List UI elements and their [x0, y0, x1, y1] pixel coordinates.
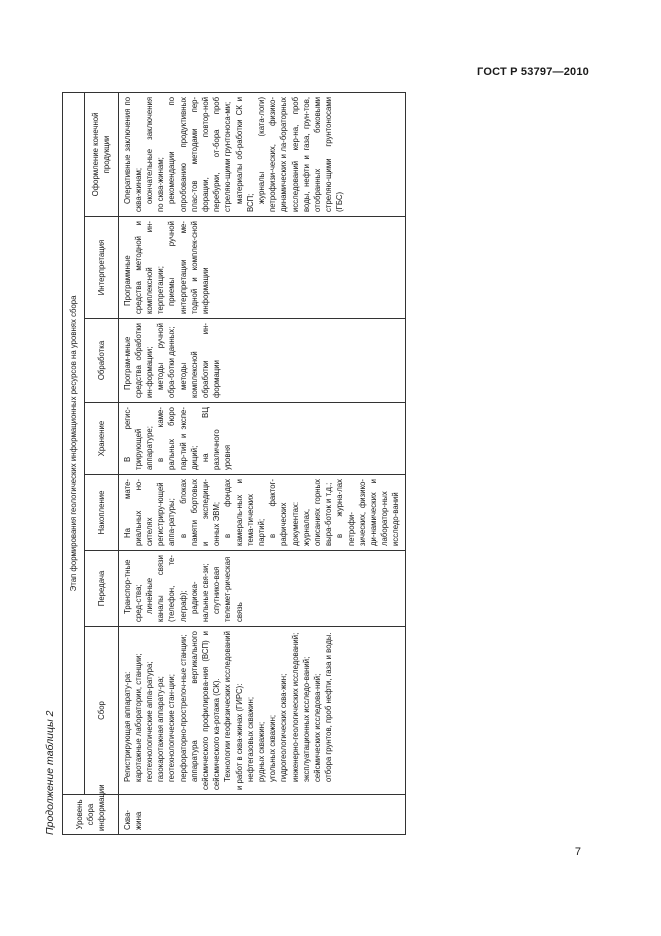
cell-line: геотехнологические стан-ции; — [167, 674, 177, 782]
column-header-final-product: Оформление конечной продукции — [85, 92, 118, 216]
cell-line: в журна-лах петрофи-зических, физико-ди-намических и лаборатор-ных исследо-ваний — [335, 479, 401, 546]
cell-line: Оперативные заключения по сква-жинам; — [122, 96, 143, 212]
cell-line: спутнико-вая телемет-рическая связь — [212, 556, 244, 622]
cell-line: в каме-ральных бюро пар-тий и экспе-диций; — [156, 407, 199, 470]
cell-line: аппаратура вертикального сейсмического профилирова-ния (ВСП) и сейсмического ка-ротажа (СК). — [189, 631, 222, 790]
cell-store — [118, 403, 405, 475]
cell-final-product — [118, 92, 405, 216]
column-header-transfer: Передача — [85, 551, 118, 627]
cell-line: На мате-риальных но-сителях регистриру-ющей аппа-ратуры; — [122, 479, 177, 546]
cell-line: перфораторно-прострелоч-ные станции; — [178, 634, 188, 782]
cell-accumulate — [118, 475, 405, 551]
stage-header: Этап формирования геологических информационных ресурсов на уровнях сбора — [63, 92, 85, 794]
cell-line: радиока-нальные свя-зи; — [189, 563, 211, 622]
cell-line: Технологии геофизических исследований и работ в сква-жинах (ГИРС): — [223, 631, 244, 790]
cell-line: Регистрирующая аппарату-ра: — [122, 671, 132, 782]
cell-line: нефтегазовых скважин; — [245, 696, 255, 782]
cell-line: В регис-трирующей аппаратуре; — [122, 407, 155, 470]
column-header-interpret: Интерпретация — [85, 217, 118, 319]
cell-line: сейсмических исследова-ний; — [313, 673, 323, 782]
cell-line: геотехнологические аппа-ратура; — [145, 661, 155, 782]
cell-process — [118, 319, 405, 403]
cell-line: линейные каналы связи (телефон, те-леграф); — [145, 555, 188, 622]
cell-line: эксплуатационных исследо-ваний; — [301, 656, 311, 782]
cell-line: в блоках памяти бортовых и экспедици-онных ЭВМ; — [178, 479, 222, 546]
cell-line: в фондах камераль-ных и тема-тических партий; — [223, 479, 267, 546]
cell-line: в фактог-рафических документах: журналах, описаниях горных выра-боток и т.д.; — [268, 479, 334, 546]
cell-line: угольных скважин; — [268, 714, 278, 782]
cell-line: отбора грунтов, проб нефти, газа и воды. — [324, 632, 334, 782]
cell-line: журналы (ката-логи) петрофизи-ческих, физико-динамических и ла-бораторных исследований кер-на, проб воды, нефти и газа, грун-тов, отобранных боковыми стреляю-щими грунтоносами (ГБС) — [257, 96, 345, 212]
rotated-table-block — [44, 93, 577, 835]
cell-line: окончательные заключения по сква-жинам; — [145, 96, 166, 212]
cell-line: Програм-мные средства обработки ин-формации; — [122, 323, 155, 398]
table-continuation-caption: Продолжение таблицы 2 — [44, 710, 56, 835]
cell-line: каротажные лаборатории, станции; — [133, 653, 143, 782]
table-header-row-2 — [85, 92, 118, 834]
cell-line: методы комплексной обработки ин-формации — [178, 323, 222, 398]
cell-line: инженерно-геологических исследований; — [290, 632, 300, 782]
table-row — [118, 92, 405, 834]
cell-line: Транспор-тные сред-ства; — [122, 559, 143, 622]
cell-line: Программные средства методной и комплексной ин-терпретации; — [122, 221, 166, 314]
info-resources-table — [62, 92, 406, 835]
cell-line: газокаротажная аппарату-ра; — [156, 676, 166, 782]
cell-line: материалы об-работки СК и ВСП; — [234, 96, 255, 212]
cell-line: приемы ручной интерпретации ме-тодной и комплек-сной информации — [167, 221, 211, 314]
level-header: Уровень сбора информации — [63, 795, 119, 835]
table-header-row-1 — [63, 92, 85, 834]
column-header-accumulate: Накопление — [85, 475, 118, 551]
cell-line: гидрогеологических сква-жин; — [279, 673, 289, 782]
cell-collect — [118, 627, 405, 795]
column-header-process: Обработка — [85, 319, 118, 403]
cell-line: рекомендации по опробованию продуктивных плас-тов методами пер-форации, повтор-ной перебурки, от-бора проб стреляю-щими грунтоноса-ми; — [167, 96, 233, 212]
cell-interpret — [118, 217, 405, 319]
cell-line: на ВЦ различного уровня — [201, 407, 233, 470]
page-number: 7 — [574, 846, 581, 858]
document-code: ГОСТ Р 53797—2010 — [477, 66, 589, 78]
cell-transfer — [118, 551, 405, 627]
row-level-text: Сква-жина — [122, 809, 143, 830]
column-header-collect: Сбор — [85, 627, 118, 795]
row-level-cell — [118, 795, 405, 835]
cell-line: методы ручной обра-ботки данных; — [156, 323, 177, 398]
column-header-store: Хранение — [85, 403, 118, 475]
cell-line: рудных скважин; — [257, 721, 267, 782]
